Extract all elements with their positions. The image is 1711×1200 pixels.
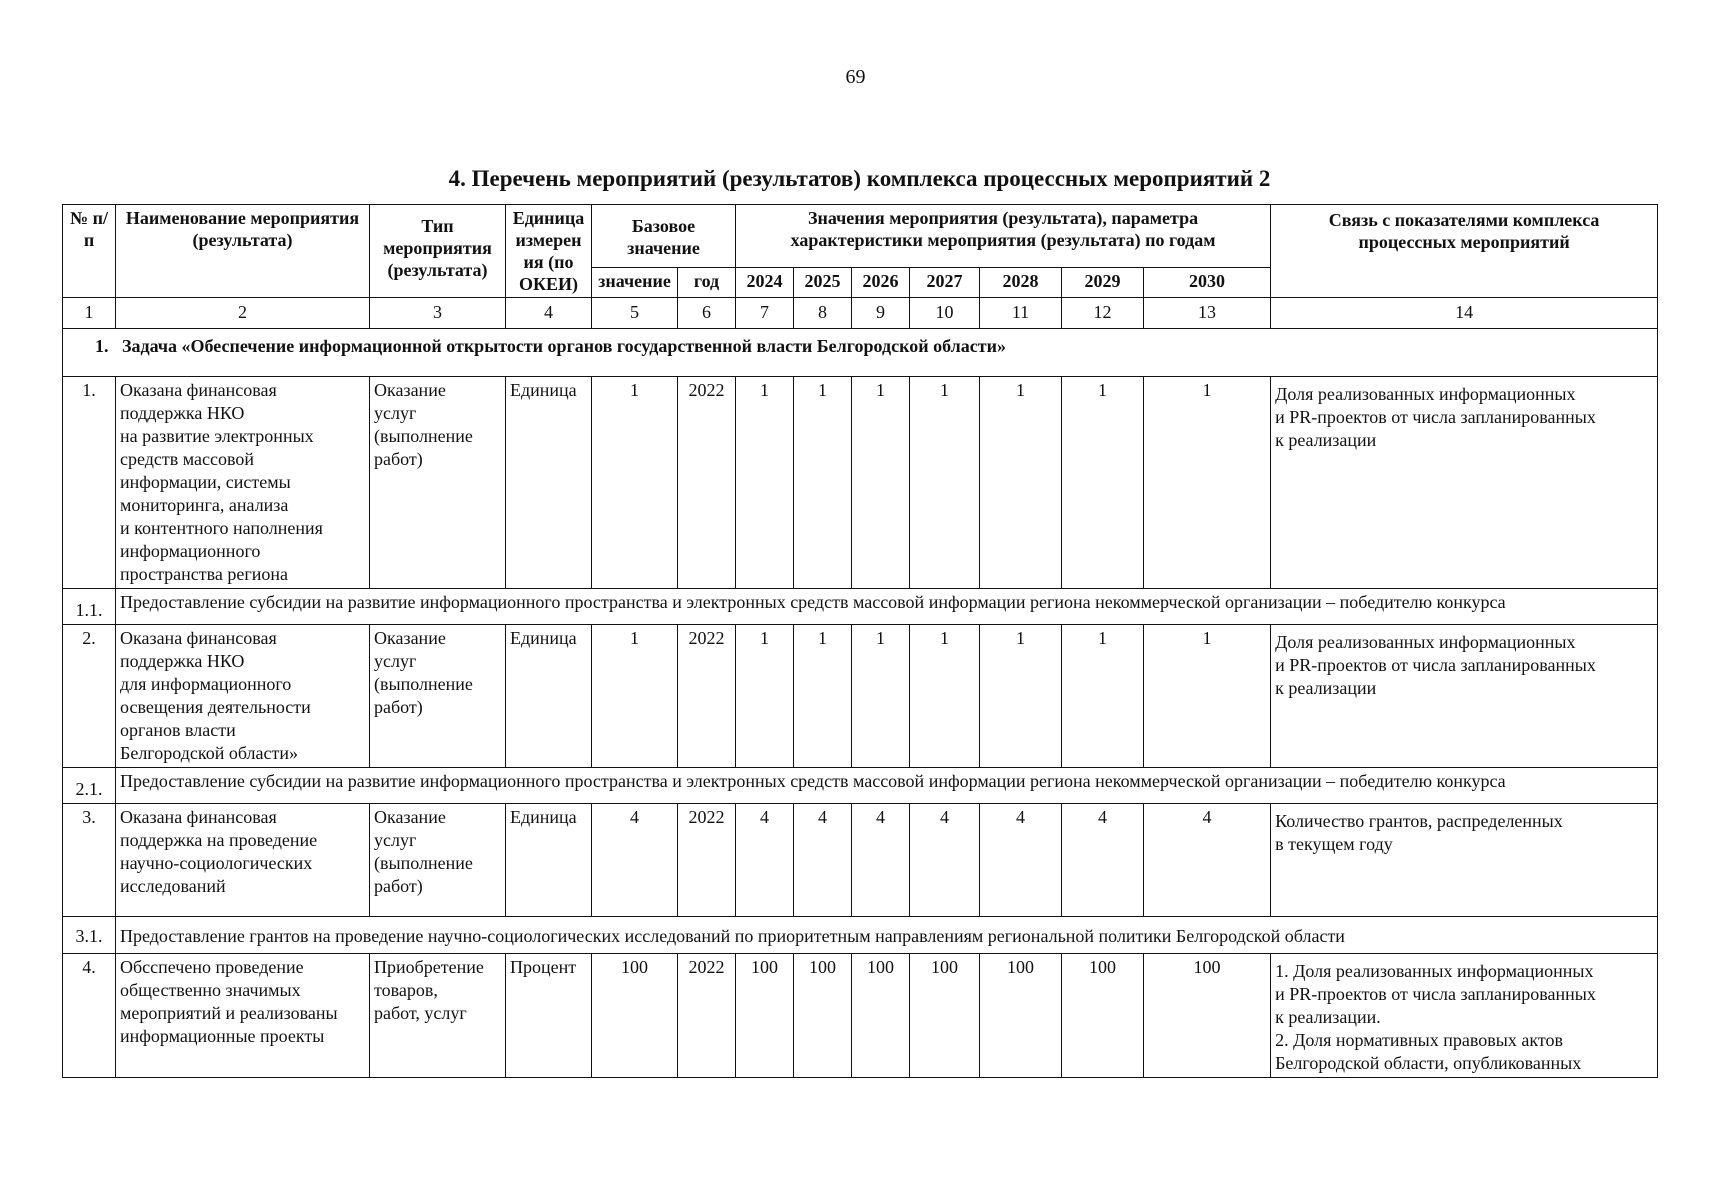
- header-values: Значения мероприятия (результата), параметра характеристики мероприятия (результата) по годам: [736, 205, 1271, 268]
- text-line: к реализации: [1275, 430, 1377, 450]
- value-2029: 100: [1062, 954, 1144, 1078]
- text-line: работ, услуг: [374, 1003, 467, 1023]
- indicator-link: [1271, 625, 1658, 768]
- text-line: (выполнение: [374, 426, 473, 446]
- header-year-2024: 2024: [736, 268, 794, 298]
- indicator-link: [1271, 804, 1658, 917]
- text-line: поддержка НКО: [120, 403, 245, 423]
- text-line: Белгородской области, опубликованных: [1275, 1053, 1582, 1073]
- text-line: и PR-проектов от числа запланированных: [1275, 407, 1596, 427]
- value-2028: 1: [980, 377, 1062, 589]
- table-row: [63, 377, 1658, 589]
- text-line: Приобретение: [374, 957, 484, 977]
- subtask-number: 1.1.: [63, 589, 116, 625]
- activity-type: [370, 377, 506, 589]
- header-base: Базовое значение: [592, 205, 736, 268]
- unit: Процент: [506, 954, 592, 1078]
- column-number: 10: [910, 298, 980, 329]
- text-line: пространства региона: [120, 564, 289, 584]
- text-line: работ): [374, 876, 423, 896]
- value-2027: 4: [910, 804, 980, 917]
- header-unit: Единица измерен ия (по ОКЕИ): [506, 205, 592, 298]
- value-2024: 1: [736, 377, 794, 589]
- header-row: [63, 205, 1658, 268]
- subtask-row: [63, 768, 1658, 804]
- text-line: (выполнение: [374, 853, 473, 873]
- table-row: [63, 804, 1658, 917]
- base-value: 100: [592, 954, 678, 1078]
- activity-type: [370, 954, 506, 1078]
- value-2025: 100: [794, 954, 852, 1078]
- subtask-text: Предоставление грантов на проведение научно-социологических исследований по приоритетным направлениям региональной политики Белгородской области: [116, 917, 1658, 954]
- header-year-2026: 2026: [852, 268, 910, 298]
- header-base-value: значение: [592, 268, 678, 298]
- text-line: услуг: [374, 651, 417, 671]
- text-line: информационные проекты: [120, 1026, 325, 1046]
- activity-name: [116, 377, 370, 589]
- header-type: Тип мероприятия (результата): [370, 205, 506, 298]
- text-line: Обсспечено проведение: [120, 957, 304, 977]
- text-line: к реализации.: [1275, 1007, 1381, 1027]
- document-title: 4. Перечень мероприятий (результатов) комплекса процессных мероприятий 2: [448, 166, 1271, 191]
- text-line: и PR-проектов от числа запланированных: [1275, 655, 1596, 675]
- value-2030: 4: [1144, 804, 1271, 917]
- text-line: 1. Доля реализованных информационных: [1275, 961, 1594, 981]
- text-line: товаров,: [374, 980, 438, 1000]
- text-line: мониторинга, анализа: [120, 495, 289, 515]
- unit: Единица: [506, 377, 592, 589]
- text-line: Оказана финансовая: [120, 807, 277, 827]
- text-line: и контентного наполнения: [120, 518, 323, 538]
- column-number: 4: [506, 298, 592, 329]
- value-2028: 100: [980, 954, 1062, 1078]
- value-2029: 1: [1062, 377, 1144, 589]
- indicator-link: [1271, 954, 1658, 1078]
- text-line: Доля реализованных информационных: [1275, 632, 1576, 652]
- text-line: средств массовой: [120, 449, 254, 469]
- value-2027: 1: [910, 625, 980, 768]
- value-2028: 1: [980, 625, 1062, 768]
- page-number: 69: [845, 66, 866, 88]
- text-line: научно-социологических: [120, 853, 313, 873]
- value-2029: 4: [1062, 804, 1144, 917]
- column-number: 11: [980, 298, 1062, 329]
- base-year: 2022: [678, 804, 736, 917]
- subtask-text: Предоставление субсидии на развитие информационного пространства и электронных средств массовой информации региона некоммерческой организации – победителю конкурса: [116, 768, 1658, 804]
- column-number: 7: [736, 298, 794, 329]
- text-line: органов власти: [120, 720, 236, 740]
- header-year-2030: 2030: [1144, 268, 1271, 298]
- text-line: 2. Доля нормативных правовых актов: [1275, 1030, 1563, 1050]
- subtask-number: 3.1.: [63, 917, 116, 954]
- text-line: информации, системы: [120, 472, 291, 492]
- text-line: на развитие электронных: [120, 426, 314, 446]
- row-number: 3.: [63, 804, 116, 917]
- subtask-row: [63, 589, 1658, 625]
- text-line: работ): [374, 449, 423, 469]
- header-year-2028: 2028: [980, 268, 1062, 298]
- text-line: поддержка НКО: [120, 651, 245, 671]
- value-2030: 1: [1144, 377, 1271, 589]
- activity-name: [116, 804, 370, 917]
- text-line: Оказание: [374, 807, 446, 827]
- value-2024: 1: [736, 625, 794, 768]
- value-2027: 1: [910, 377, 980, 589]
- value-2024: 4: [736, 804, 794, 917]
- base-value: 1: [592, 377, 678, 589]
- text-line: для информационного: [120, 674, 292, 694]
- value-2025: 1: [794, 377, 852, 589]
- header-year-2025: 2025: [794, 268, 852, 298]
- table-row: [63, 954, 1658, 1078]
- row-number: 1.: [63, 377, 116, 589]
- text-line: услуг: [374, 403, 417, 423]
- section-row: [63, 329, 1658, 377]
- value-2030: 100: [1144, 954, 1271, 1078]
- text-line: освещения деятельности: [120, 697, 311, 717]
- section-text: Задача «Обеспечение информационной открытости органов государственной власти Белгородской области»: [122, 336, 1006, 356]
- row-number: 4.: [63, 954, 116, 1078]
- value-2028: 4: [980, 804, 1062, 917]
- value-2026: 1: [852, 377, 910, 589]
- activities-table: [62, 204, 1658, 1078]
- activity-type: [370, 625, 506, 768]
- text-line: услуг: [374, 830, 417, 850]
- subtask-row: [63, 917, 1658, 954]
- text-line: к реализации: [1275, 678, 1377, 698]
- column-number: 12: [1062, 298, 1144, 329]
- text-line: Доля реализованных информационных: [1275, 384, 1576, 404]
- subtask-number: 2.1.: [63, 768, 116, 804]
- column-number: 8: [794, 298, 852, 329]
- header-base-year: год: [678, 268, 736, 298]
- value-2027: 100: [910, 954, 980, 1078]
- indicator-link: [1271, 377, 1658, 589]
- text-line: и PR-проектов от числа запланированных: [1275, 984, 1596, 1004]
- base-value: 4: [592, 804, 678, 917]
- base-value: 1: [592, 625, 678, 768]
- header-name: Наименование мероприятия (результата): [116, 205, 370, 298]
- section-number: 1.: [95, 336, 109, 356]
- table-row: [63, 625, 1658, 768]
- column-number: 3: [370, 298, 506, 329]
- text-line: (выполнение: [374, 674, 473, 694]
- text-line: общественно значимых: [120, 980, 301, 1000]
- section-heading: [63, 329, 1658, 377]
- column-number: 2: [116, 298, 370, 329]
- value-2029: 1: [1062, 625, 1144, 768]
- base-year: 2022: [678, 954, 736, 1078]
- text-line: Оказание: [374, 380, 446, 400]
- value-2025: 4: [794, 804, 852, 917]
- column-number: 14: [1271, 298, 1658, 329]
- text-line: информационного: [120, 541, 261, 561]
- column-numbers-row: [63, 298, 1658, 329]
- value-2024: 100: [736, 954, 794, 1078]
- text-line: Оказание: [374, 628, 446, 648]
- text-line: Оказана финансовая: [120, 380, 277, 400]
- header-year-2027: 2027: [910, 268, 980, 298]
- unit: Единица: [506, 625, 592, 768]
- value-2026: 1: [852, 625, 910, 768]
- column-number: 5: [592, 298, 678, 329]
- activity-name: [116, 625, 370, 768]
- value-2025: 1: [794, 625, 852, 768]
- text-line: Белгородской области»: [120, 743, 299, 763]
- text-line: поддержка на проведение: [120, 830, 318, 850]
- value-2030: 1: [1144, 625, 1271, 768]
- text-line: Оказана финансовая: [120, 628, 277, 648]
- base-year: 2022: [678, 377, 736, 589]
- text-line: в текущем году: [1275, 834, 1393, 854]
- value-2026: 100: [852, 954, 910, 1078]
- column-number: 6: [678, 298, 736, 329]
- activity-type: [370, 804, 506, 917]
- text-line: мероприятий и реализованы: [120, 1003, 338, 1023]
- row-number: 2.: [63, 625, 116, 768]
- header-link: Связь с показателями комплекса процессных мероприятий: [1271, 205, 1658, 298]
- base-year: 2022: [678, 625, 736, 768]
- activity-name: [116, 954, 370, 1078]
- column-number: 9: [852, 298, 910, 329]
- value-2026: 4: [852, 804, 910, 917]
- text-line: исследований: [120, 876, 226, 896]
- header-year-2029: 2029: [1062, 268, 1144, 298]
- text-line: работ): [374, 697, 423, 717]
- header-num: № п/п: [63, 205, 116, 298]
- column-number: 1: [63, 298, 116, 329]
- subtask-text: Предоставление субсидии на развитие информационного пространства и электронных средств массовой информации региона некоммерческой организации – победителю конкурса: [116, 589, 1658, 625]
- text-line: Количество грантов, распределенных: [1275, 811, 1563, 831]
- unit: Единица: [506, 804, 592, 917]
- column-number: 13: [1144, 298, 1271, 329]
